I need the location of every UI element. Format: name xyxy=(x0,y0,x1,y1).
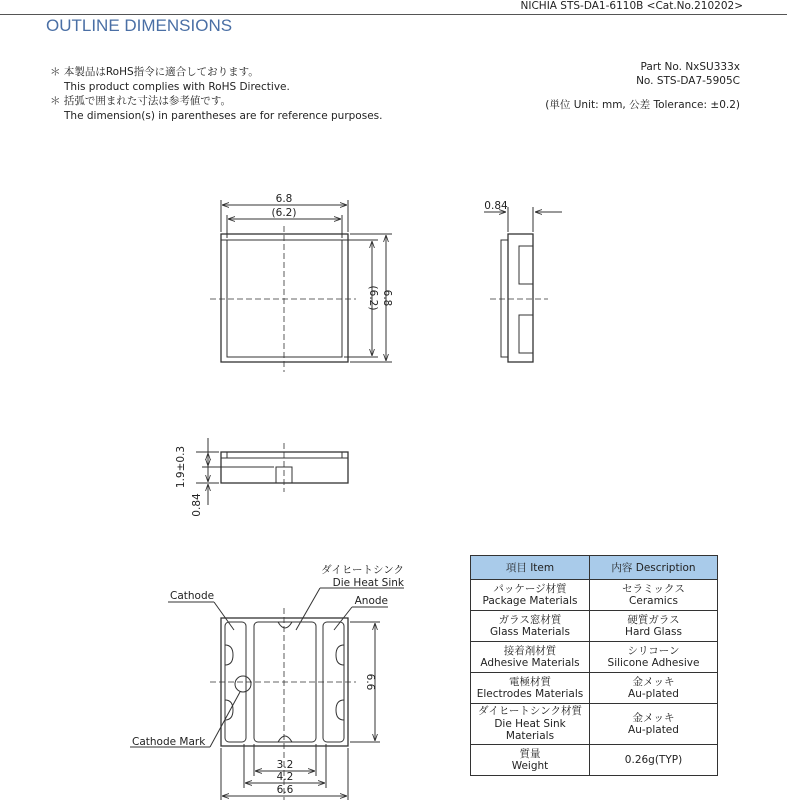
table-header-row xyxy=(471,556,718,580)
table-row xyxy=(471,745,718,776)
table-row xyxy=(471,673,718,704)
dim-top-height: 6.8 xyxy=(381,289,393,307)
dim-bottom-w2: 4.2 xyxy=(276,771,294,783)
table-header-description: 内容 Description xyxy=(590,556,718,580)
units-tolerance: (単位 Unit: mm, 公差 Tolerance: ±0.2) xyxy=(545,99,740,111)
label-die-heat-sink-jp: ダイヒートシンク xyxy=(321,564,404,576)
row-item-jp: 接着剤材質 xyxy=(503,644,557,657)
row-desc-en: Ceramics xyxy=(629,595,678,607)
document-number: No. STS-DA7-5905C xyxy=(636,75,740,87)
row-item-en: Weight xyxy=(511,760,549,772)
note-ref-jp: ＊ 括弧で囲まれた寸法は参考値です。 xyxy=(50,95,231,107)
table-row xyxy=(471,611,718,642)
dim-top-width-ref: (6.2) xyxy=(271,207,297,219)
table-row xyxy=(471,580,718,611)
table-header-item: 項目 Item xyxy=(471,556,590,580)
row-item-jp: ガラス窓材質 xyxy=(498,613,562,626)
note-ref-en: The dimension(s) in parentheses are for reference purposes. xyxy=(64,109,383,122)
label-cathode-mark: Cathode Mark xyxy=(132,736,206,748)
row-desc-jp: セラミックス xyxy=(622,582,685,595)
row-item-en: Die Heat Sink xyxy=(494,717,566,730)
row-desc-jp: 硬質ガラス xyxy=(627,613,680,626)
dim-bottom-height: 6.6 xyxy=(364,673,376,691)
table-row xyxy=(471,704,718,745)
front-view xyxy=(196,438,348,505)
dim-top-width: 6.8 xyxy=(275,193,293,205)
row-item-en: Electrodes Materials xyxy=(476,688,584,700)
materials-table xyxy=(470,555,718,776)
part-number: Part No. NxSU333x xyxy=(640,61,740,73)
catalog-line: NICHIA STS-DA1-6110B <Cat.No.210202> xyxy=(520,0,743,12)
dim-front-lower: 0.84 xyxy=(191,493,203,517)
dim-front-height: 1.9±0.3 xyxy=(175,445,187,489)
dim-bottom-w1: 3.2 xyxy=(276,759,294,771)
top-view xyxy=(210,200,392,372)
dim-bottom-w3: 6.6 xyxy=(276,784,294,796)
row-item-jp: ダイヒートシンク材質 xyxy=(478,705,582,718)
row-desc-en: Au-plated xyxy=(628,724,679,736)
note-rohs-jp: ＊ 本製品はRoHS指令に適合しております。 xyxy=(50,66,259,78)
label-cathode: Cathode xyxy=(170,590,215,602)
dim-top-height-ref: (6.2) xyxy=(367,285,379,311)
row-desc-jp: 0.26g(TYP) xyxy=(624,753,683,766)
row-item-en: Glass Materials xyxy=(490,626,570,638)
row-desc-en: Hard Glass xyxy=(625,626,682,638)
page-title: OUTLINE DIMENSIONS xyxy=(46,16,233,35)
bottom-view xyxy=(130,588,404,800)
table-row xyxy=(471,642,718,673)
side-view xyxy=(484,207,562,362)
row-desc-jp: 金メッキ xyxy=(632,711,675,724)
label-anode: Anode xyxy=(354,595,388,607)
row-item-jp: 電極材質 xyxy=(509,675,551,688)
row-item-en: Package Materials xyxy=(482,595,578,607)
dim-side-thickness: 0.84 xyxy=(484,200,508,212)
row-item-en: Adhesive Materials xyxy=(480,657,580,669)
row-item-jp: パッケージ材質 xyxy=(493,582,567,595)
row-item-en-2: Materials xyxy=(505,730,555,743)
note-rohs-en: This product complies with RoHS Directive. xyxy=(64,80,290,93)
row-desc-en: Silicone Adhesive xyxy=(607,657,700,669)
row-desc-en: Au-plated xyxy=(628,688,679,700)
label-die-heat-sink-en: Die Heat Sink xyxy=(332,577,404,589)
row-desc-jp: シリコーン xyxy=(627,644,680,657)
row-desc-jp: 金メッキ xyxy=(632,675,675,688)
row-item-jp: 質量 xyxy=(519,747,541,760)
